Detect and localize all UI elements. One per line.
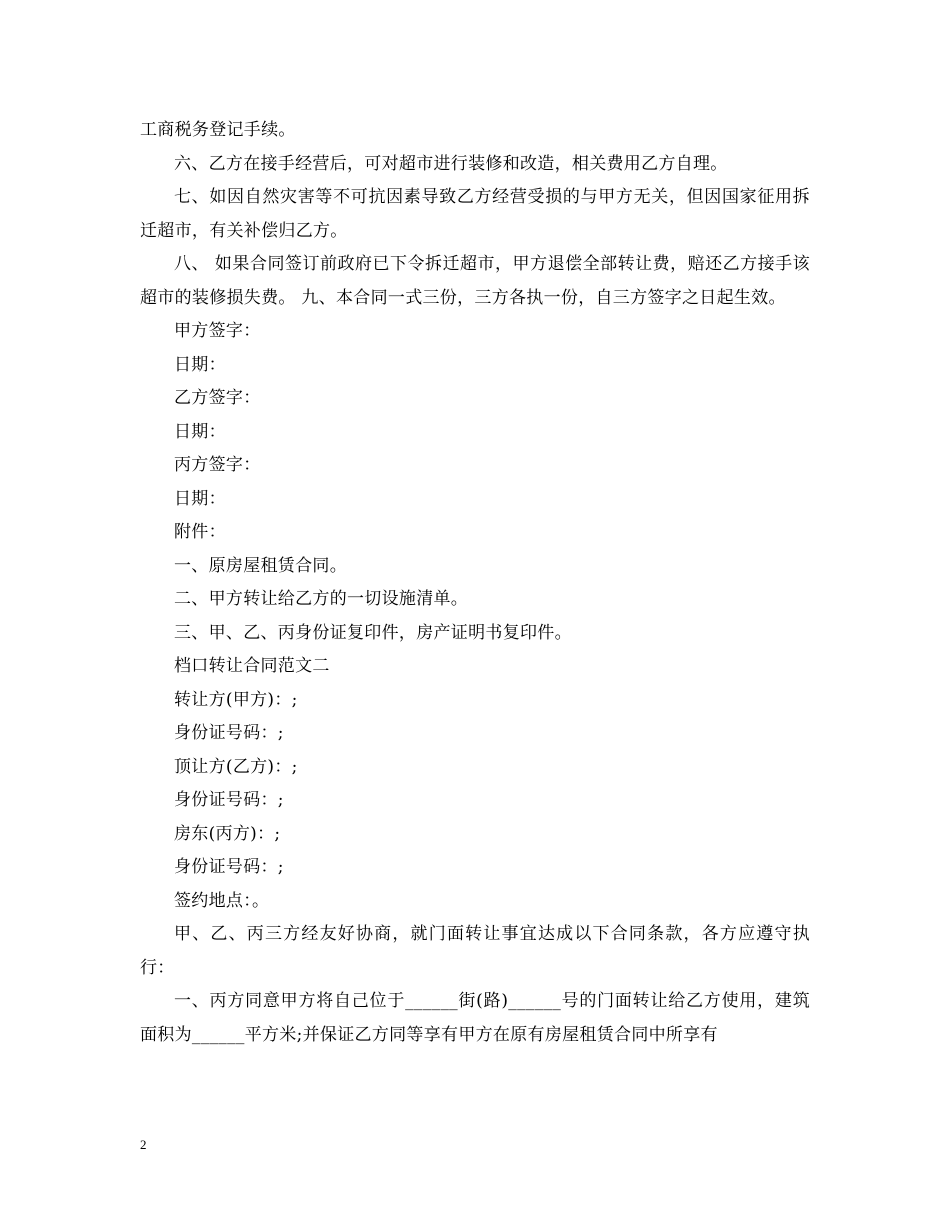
transferee-line: 顶让方(乙方)：; [174, 756, 298, 777]
document-body [140, 114, 810, 1052]
paragraph-3: 八、 如果合同签订前政府已下令拆迁超市，甲方退偿全部转让费，赔还乙方接手该超市的装修损失费。 九、本合同一式三份，三方各执一份，自三方签字之日起生效。 [140, 254, 810, 308]
paragraph-1: 六、乙方在接手经营后，可对超市进行装修和改造，相关费用乙方自理。 [174, 153, 728, 174]
party-a-signature-line: 甲方签字： [174, 321, 261, 341]
date-line: 日期： [174, 421, 226, 442]
id-number-line: 身份证号码：; [174, 790, 284, 810]
attachment-item: 二、甲方转让给乙方的一切设施清单。 [174, 589, 469, 609]
party-b-signature-line: 乙方签字： [174, 388, 261, 408]
attachment-item: 一、原房屋租赁合同。 [174, 555, 347, 576]
signing-location-line: 签约地点：。 [174, 890, 270, 911]
attachment-item: 三、甲、乙、丙身份证复印件，房产证明书复印件。 [174, 622, 572, 643]
preamble-paragraph: 甲、乙、丙三方经友好协商，就门面转让事宜达成以下合同条款，各方应遵守执行： [140, 924, 810, 978]
attachments-heading: 附件： [174, 522, 226, 542]
transferor-line: 转让方(甲方)：; [174, 689, 298, 710]
page-number: 2 [140, 1137, 147, 1152]
id-number-line: 身份证号码：; [174, 857, 284, 877]
clause-one-paragraph: 一、丙方同意甲方将自己位于______街(路)______号的门面转让给乙方使用，建筑面积为______平方米;并保证乙方同等享有甲方在原有房屋租赁合同中所享有 [140, 991, 810, 1045]
landlord-line: 房东(丙方)：; [174, 823, 281, 844]
id-number-line: 身份证号码：; [174, 723, 284, 743]
party-c-signature-line: 丙方签字： [174, 455, 261, 475]
paragraph-2: 七、如因自然灾害等不可抗因素导致乙方经营受损的与甲方无关，但因国家征用拆迁超市，有关补偿归乙方。 [140, 187, 810, 241]
section-title: 档口转让合同范文二 [174, 656, 330, 676]
paragraph-0: 工商税务登记手续。 [140, 120, 296, 140]
date-line: 日期： [174, 354, 226, 375]
date-line: 日期： [174, 488, 226, 509]
